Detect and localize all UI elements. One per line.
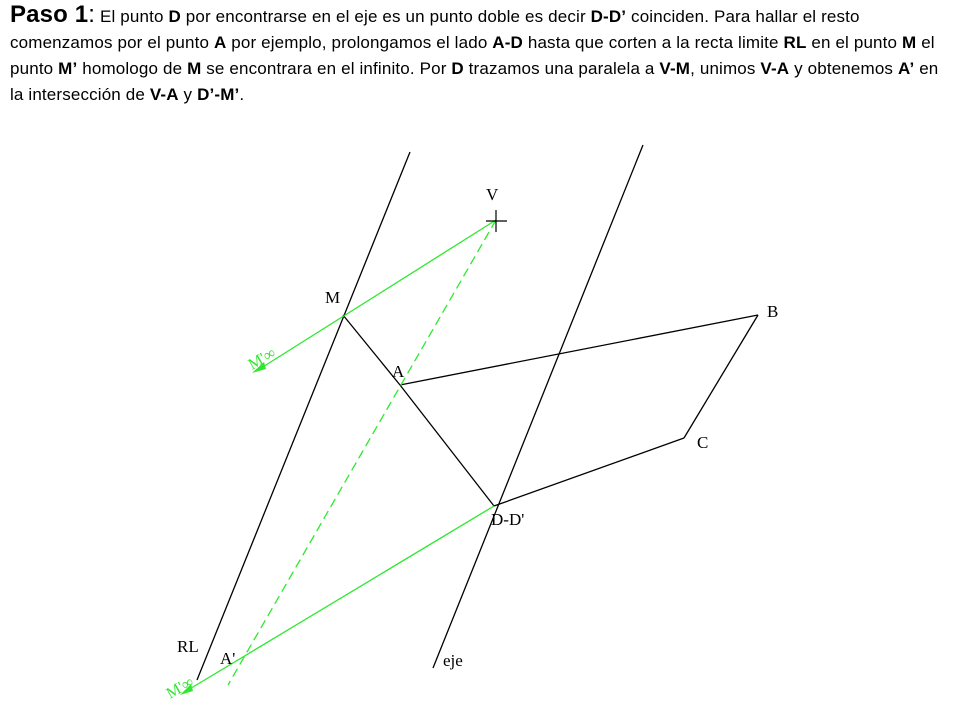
label-d-dprime: D-D' <box>491 510 525 529</box>
label-m: M <box>325 288 341 307</box>
text-segment: M <box>187 59 202 78</box>
text-segment: A-D <box>492 33 523 52</box>
text-segment: y <box>178 85 198 104</box>
segment-b-c <box>684 315 758 438</box>
label-a: A <box>392 362 405 381</box>
label-a-prime: A' <box>220 649 236 668</box>
label-rl: RL <box>177 637 199 656</box>
text-segment: y obtenemos <box>789 59 898 78</box>
label-m-infinity-upper: M'∞ <box>245 344 279 374</box>
text-segment: . <box>239 85 245 104</box>
text-segment: en el punto <box>806 33 903 52</box>
text-segment: V-A <box>149 85 179 104</box>
text-segment: : <box>88 1 96 28</box>
text-segment: el punto <box>10 33 935 78</box>
text-segment: A <box>213 33 227 52</box>
segment-a-b <box>400 315 758 385</box>
label-v: V <box>486 185 499 204</box>
text-segment: por encontrarse en el eje es un punto doble es decir <box>180 7 591 26</box>
text-segment: coinciden. Para hallar el resto comenzamos por el punto <box>10 7 860 52</box>
line-v-a-dashed <box>228 220 496 685</box>
text-segment: M <box>902 33 917 52</box>
axis-line-eje <box>433 145 643 668</box>
text-segment: A’ <box>897 59 915 78</box>
label-b: B <box>767 302 779 321</box>
step-heading: Paso 1 <box>10 1 89 28</box>
text-segment: , unimos <box>690 59 761 78</box>
label-m-infinity-lower: M'∞ <box>163 673 197 703</box>
text-segment: El punto <box>95 7 169 26</box>
segment-a-d <box>400 385 494 506</box>
label-eje: eje <box>443 651 463 670</box>
text-segment: D’-M’ <box>197 85 240 104</box>
segment-c-d <box>494 438 684 506</box>
text-segment: D-D’ <box>590 7 627 26</box>
text-segment: hasta que corten a la recta limite <box>522 33 784 52</box>
text-segment: se encontrara en el infinito. Por <box>201 59 452 78</box>
text-segment: D <box>451 59 464 78</box>
line-v-m <box>258 220 496 370</box>
limit-line-rl <box>197 152 410 680</box>
text-segment: RL <box>783 33 807 52</box>
text-segment: M’ <box>58 59 78 78</box>
text-segment: por ejemplo, prolongamos el lado <box>226 33 493 52</box>
text-segment: V-A <box>760 59 790 78</box>
text-segment: V-M <box>659 59 691 78</box>
text-segment: D <box>168 7 181 26</box>
label-c: C <box>697 433 709 452</box>
text-segment: homologo de <box>77 59 188 78</box>
text-segment: trazamos una paralela a <box>463 59 660 78</box>
text-segment: en la intersección de <box>10 59 939 104</box>
